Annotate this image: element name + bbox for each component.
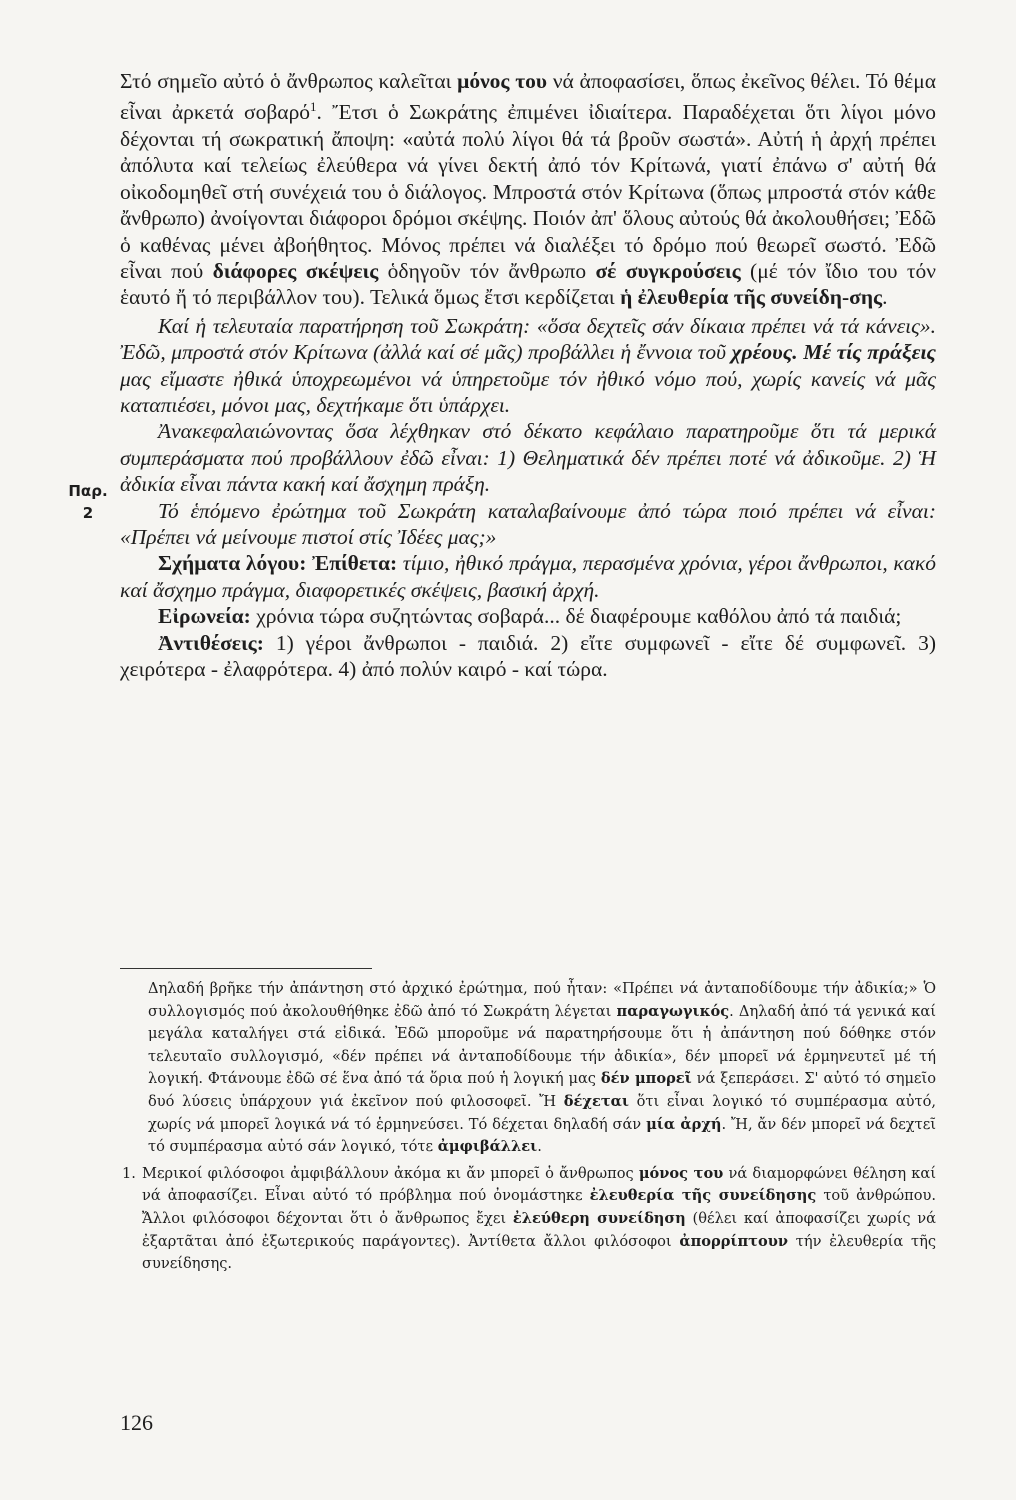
bold-text: δέν μπορεῖ: [600, 1070, 692, 1088]
text: νά ξεπεράσει. Σ' αὐτό τό σημεῖο δυό λύσεις ὑπάρχουν γιά ἐκεῖνον πού φιλοσοφεῖ. Ἤ: [148, 1070, 936, 1110]
text: Καί ἡ τελευταία παρατήρηση τοῦ Σωκράτη: «ὅσα δεχτεῖς σάν δίκαια πρέπει νά τά κάνεις». Ἐδῶ, μπροστά στόν Κρίτωνα (ἀλλά καί σέ μᾶς) προβάλλει ἡ ἔννοια τοῦ: [120, 313, 936, 365]
text: 1) γέροι ἄνθρωποι - παιδιά. 2) εἴτε συμφωνεῖ - εἴτε δέ συμφωνεῖ. 3) χειρότερα - ἐλαφρότερα. 4) ἀπό πολύν καιρό - καί τώρα.: [120, 630, 936, 682]
text: . Ἤ, ἄν δέν μπορεῖ νά δεχτεῖ τό συμπέρασμα αὐτό σάν λογικό, τότε: [148, 1115, 936, 1156]
bold-text: παραγωγικός: [616, 1002, 730, 1020]
bold-text: μόνος του: [638, 1164, 724, 1182]
footnote-number: 1.: [122, 1164, 136, 1182]
text: Μερικοί φιλόσοφοι ἀμφιβάλλουν ἀκόμα κι ἄν μπορεῖ ὁ ἄνθρωπος: [142, 1164, 639, 1182]
text: Στό σημεῖο αὐτό ὁ ἄνθρωπος καλεῖται: [120, 69, 458, 93]
antitheses: [120, 630, 936, 683]
footnote-1-text: [142, 1163, 936, 1276]
footnote-1: [122, 1163, 937, 1276]
text: μας εἴμαστε ἠθικά ὑποχρεωμένοι νά ὑπηρετοῦμε τόν ἠθικό νόμο πού, χωρίς κανείς νά μᾶς καταπιέσει, μόνοι μας, δεχτήκαμε ὅτι ὑπάρχει.: [120, 366, 936, 418]
bold-text: ἀπορρίπτουν: [679, 1232, 788, 1250]
bold-text: δέχεται: [563, 1092, 629, 1110]
bold-text: μόνος του: [457, 69, 548, 93]
bold-text: ἐλεύθερη συνείδηση: [512, 1209, 686, 1227]
paragraph-3: Ἀνακεφαλαιώνοντας ὅσα λέχθηκαν στό δέκατο κεφάλαιο παρατηροῦμε ὅτι τά μερικά συμπεράσματα πού προβάλλουν ἐδῶ εἶναι: 1) Θεληματικά δέν πρέπει ποτέ νά ἀδικοῦμε. 2) Ἡ ἀδικία εἶναι πάντα κακή καί ἄσχημη πράξη.: [120, 419, 936, 497]
text: ὁδηγοῦν τόν ἄνθρωπο: [378, 259, 596, 283]
text: .: [882, 285, 888, 310]
text: (μέ τόν ἴδιο του τόν ἑαυτό ἤ τό περιβάλλον του). Τελικά ὅμως ἔτσι κερδίζεται: [120, 259, 937, 310]
figures-of-speech: [120, 550, 936, 603]
irony: [120, 603, 936, 629]
bold-text: μία ἀρχή: [646, 1115, 722, 1133]
main-text: [120, 68, 936, 683]
paragraph-2: [120, 313, 936, 419]
text: νά διαμορφώνει θέληση καί νά ἀποφασίζει. Εἶναι αὐτό τό πρόβλημα πού ὀνομάστηκε: [142, 1164, 936, 1205]
text: τοῦ ἀνθρώπου. Ἄλλοι φιλόσοφοι δέχονται ὅτι ὁ ἄνθρωπος ἔχει: [142, 1187, 937, 1227]
bold-text: σέ συγκρούσεις: [595, 259, 741, 283]
footnote-ref: 1: [310, 99, 317, 115]
margin-note-label: Παρ.: [68, 482, 108, 500]
text: .: [537, 1138, 542, 1156]
bold-text: ἀμφιβάλλει: [437, 1138, 538, 1156]
text: νά ἀποφασίσει, ὅπως ἐκεῖνος θέλει. Τό θέμα εἶναι ἀρκετά σοβαρό: [120, 69, 937, 125]
paragraph-1: [120, 68, 936, 311]
paragraph-4: Τό ἑπόμενο ἐρώτημα τοῦ Σωκράτη καταλαβαίνουμε ἀπό τώρα ποιό πρέπει νά εἶναι: «Πρέπει νά μείνουμε πιστοί στίς Ἰδέες μας;»: [120, 498, 936, 550]
section-label: Εἰρωνεία:: [158, 604, 251, 629]
text: . Δηλαδή ἀπό τά γενικά καί μεγάλα καταλήγει στά εἰδικά. Ἐδῶ μποροῦμε νά παρατηρήσουμε ὅτι ἡ ἀπάντηση πού δόθηκε στόν τελευταῖο συλλογισμό, «δέν πρέπει νά ἀνταποδίδουμε τήν ἀδικία», δέν μπορεῖ νά ἑρμηνευτεῖ μέ τή λογική. Φτάνουμε ἐδῶ σέ ἕνα ἀπό τά ὅρια πού ἡ λογική μας: [148, 1002, 937, 1088]
bold-text: χρέους. Μέ τίς πράξεις: [731, 340, 937, 365]
footnotes: [122, 978, 937, 1276]
bold-text: ἐλευθερία τῆς συνείδησης: [589, 1187, 817, 1205]
footnote-a: [148, 978, 936, 1159]
text: χρόνια τώρα συζητώντας σοβαρά... δέ διαφέρουμε καθόλου ἀπό τά παιδιά;: [250, 604, 902, 629]
section-label: Σχήματα λόγου: Ἐπίθετα:: [158, 551, 398, 576]
page-number: 126: [120, 1410, 153, 1435]
text: τήν ἐλευθερία τῆς συνείδησης.: [142, 1232, 936, 1273]
text: ὅτι εἶναι λογικό τό συμπέρασμα αὐτό, χωρίς νά μπορεῖ λογικά νά τό ἑρμηνεύσει. Τό δέχεται δηλαδή σάν: [148, 1092, 936, 1133]
footnote-divider: [120, 968, 372, 969]
text: (θέλει καί ἀποφασίζει χωρίς νά ἐξαρτᾶται ἀπό ἐξωτερικούς παράγοντες). Ἀντίθετα ἄλλοι φιλόσοφοι: [142, 1209, 936, 1250]
margin-note: [62, 480, 114, 524]
bold-text: ἡ ἐλευθερία τῆς συνείδη-σης: [620, 285, 883, 310]
margin-note-number: 2: [82, 504, 94, 522]
section-label: Ἀντιθέσεις:: [158, 630, 264, 655]
text: . Ἔτσι ὁ Σωκράτης ἐπιμένει ἰδιαίτερα. Παραδέχεται ὅτι λίγοι μόνο δέχονται τή σωκρατική ἄποψη: «αὐτά πολύ λίγοι θά τά βροῦν σωστά». Αὐτή ἡ ἀρχή πρέπει ἀπόλυτα καί τελείως ἐλεύθερα νά γίνει δεκτή ἀπό τόν Κρίτωνά, γιατί ἐπάνω σ' αὐτή θά οἰκοδομηθεῖ στή συνέχειά του ὁ διάλογος. Μπροστά στόν Κρίτωνα (ὅπως μπροστά στόν κάθε ἄνθρωπο) ἀνοίγονται διάφοροι δρόμοι σκέψης. Ποιόν ἀπ' ὅλους αὐτούς θά ἀκολουθήσει; Ἐδῶ ὁ καθένας μένει ἀβοήθητος. Μόνος πρέπει νά διαλέξει τό δρόμο πού θεωρεῖ σωστό. Ἐδῶ εἶναι πού: [120, 100, 936, 283]
bold-text: διάφορες σκέψεις: [212, 259, 379, 283]
text: Δηλαδή βρῆκε τήν ἀπάντηση στό ἀρχικό ἐρώτημα, πού ἦταν: «Πρέπει νά ἀνταποδίδουμε τήν ἀδικία;» Ὁ συλλογισμός πού ἀκολουθήθηκε ἐδῶ ἀπό τό Σωκράτη λέγεται: [148, 980, 936, 1020]
text: τίμιο, ἠθικό πράγμα, περασμένα χρόνια, γέροι ἄνθρωποι, κακό καί ἄσχημο πράγμα, διαφορετικές σκέψεις, βασική ἀρχή.: [120, 551, 937, 602]
